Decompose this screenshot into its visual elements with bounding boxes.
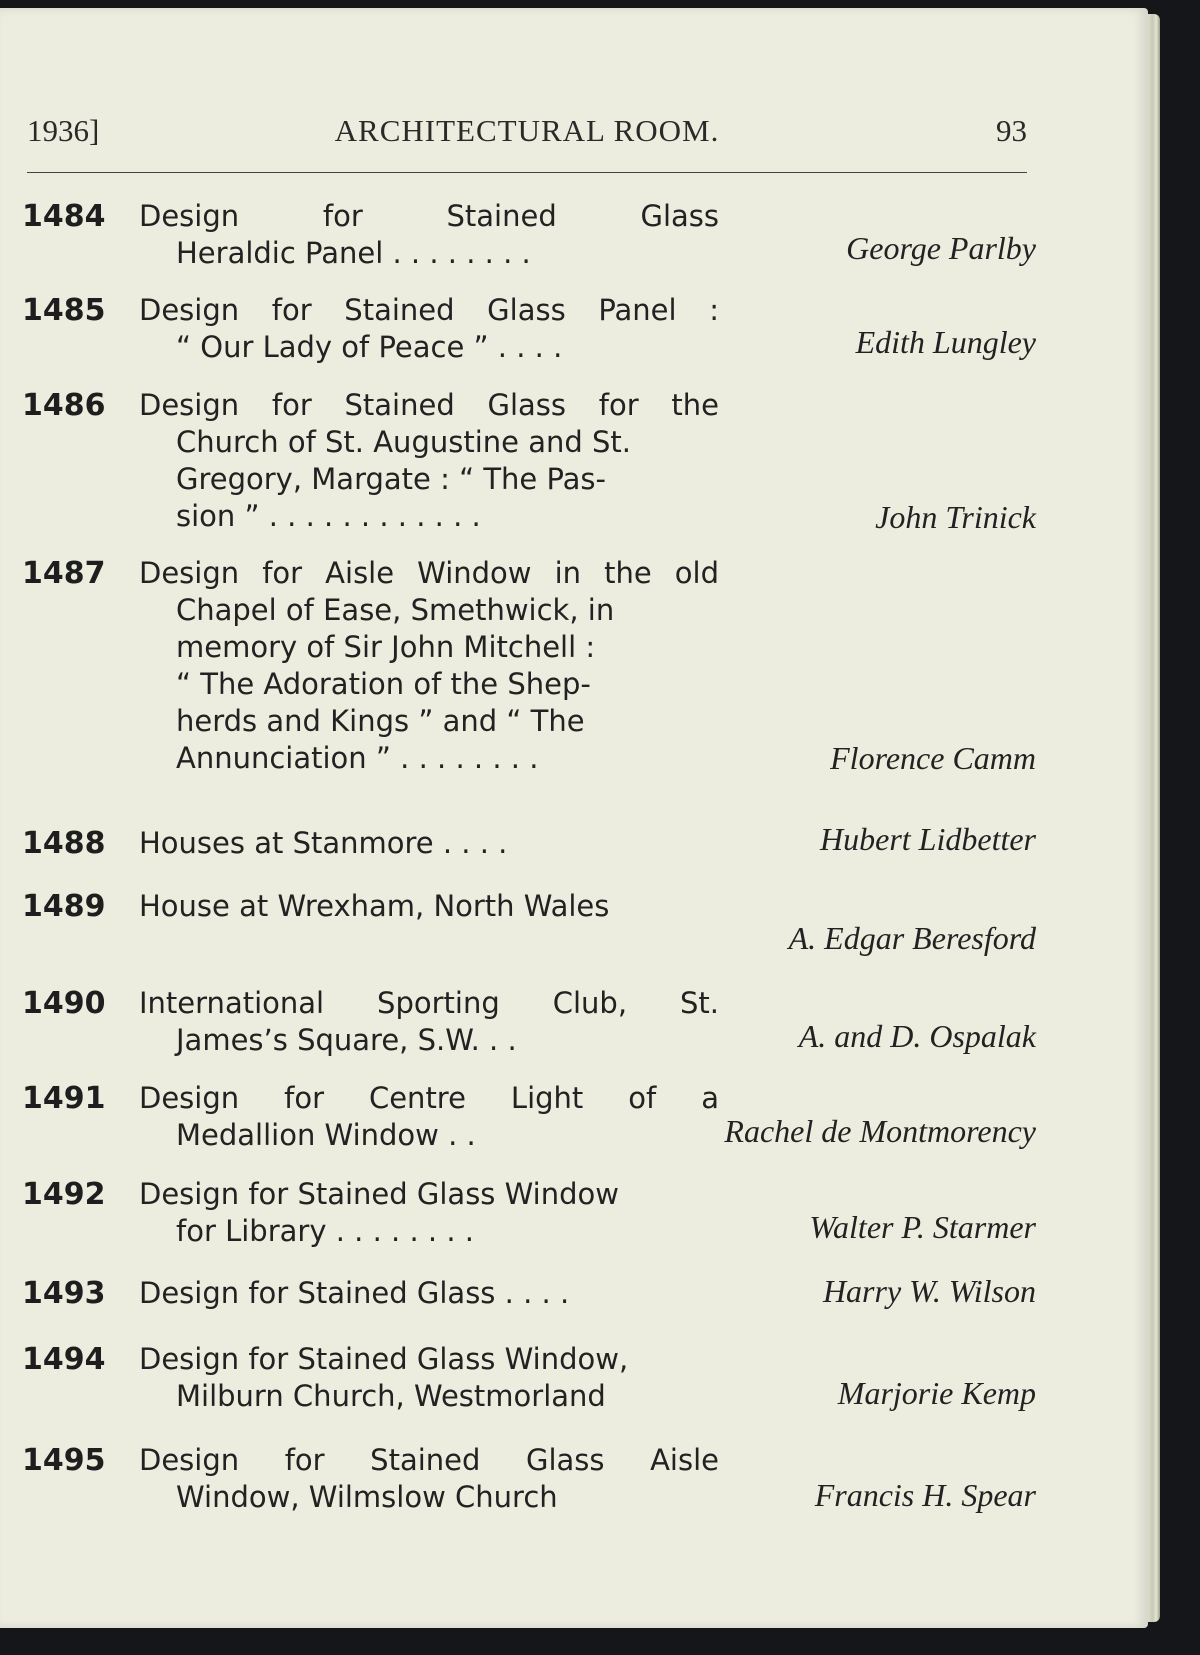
entry-number: 1484 bbox=[22, 199, 106, 234]
entry-title-line: International Sporting Club, St. bbox=[139, 986, 719, 1020]
entry-title bbox=[139, 1176, 719, 1250]
entry-artist: A. Edgar Beresford bbox=[788, 920, 1036, 956]
entry-title-line: Medallion Window . . bbox=[176, 1118, 476, 1152]
entry-title-line: Design for Aisle Window in the old bbox=[139, 556, 719, 590]
entry-title-line: Houses at Stanmore . . . . bbox=[139, 826, 508, 860]
entry-number: 1486 bbox=[22, 388, 106, 423]
entry-title bbox=[139, 387, 719, 535]
entry-number: 1488 bbox=[22, 826, 106, 861]
entry-title bbox=[139, 825, 719, 862]
entry-title-line: Milburn Church, Westmorland bbox=[176, 1379, 606, 1413]
entry-title-line: Design for Centre Light of a bbox=[139, 1081, 719, 1115]
entry-number: 1492 bbox=[22, 1177, 106, 1212]
entry-title bbox=[139, 1275, 719, 1312]
running-head bbox=[27, 113, 1027, 161]
entry-title-line: “ The Adoration of the Shep- bbox=[176, 667, 591, 701]
entry-title-line: “ Our Lady of Peace ” . . . . bbox=[176, 330, 563, 364]
entry-title-line: Window, Wilmslow Church bbox=[176, 1480, 558, 1514]
entry-artist: Marjorie Kemp bbox=[837, 1375, 1036, 1411]
page-number: 93 bbox=[996, 113, 1027, 148]
entry-title-line: Design for Stained Glass Aisle bbox=[139, 1443, 719, 1477]
entry-title-line: memory of Sir John Mitchell : bbox=[176, 630, 596, 664]
entry-artist: Walter P. Starmer bbox=[809, 1209, 1036, 1245]
entry-artist: Edith Lungley bbox=[855, 324, 1036, 360]
entry-title-line: House at Wrexham, North Wales bbox=[139, 889, 610, 923]
entry-number: 1493 bbox=[22, 1276, 106, 1311]
entry-title bbox=[139, 1080, 719, 1154]
entry-number: 1491 bbox=[22, 1081, 106, 1116]
entry-number: 1495 bbox=[22, 1443, 106, 1478]
entry-title-line: James’s Square, S.W. . . bbox=[176, 1023, 517, 1057]
entry-title-line: sion ” . . . . . . . . . . . . bbox=[176, 499, 481, 533]
entry-artist: Rachel de Montmorency bbox=[724, 1113, 1036, 1149]
entry-title-line: Chapel of Ease, Smethwick, in bbox=[176, 593, 615, 627]
entry-title-line: Design for Stained Glass . . . . bbox=[139, 1276, 570, 1310]
entry-title bbox=[139, 198, 719, 272]
entry-artist: John Trinick bbox=[875, 499, 1036, 535]
entry-title-line: Design for Stained Glass Panel : bbox=[139, 293, 719, 327]
entry-artist: A. and D. Ospalak bbox=[798, 1018, 1036, 1054]
entry-title-line: Design for Stained Glass Window, bbox=[139, 1342, 629, 1376]
entry-artist: Hubert Lidbetter bbox=[820, 821, 1036, 857]
entry-title bbox=[139, 888, 719, 925]
entry-number: 1490 bbox=[22, 986, 106, 1021]
page-edge bbox=[1148, 14, 1160, 1622]
entry-artist: Francis H. Spear bbox=[814, 1477, 1036, 1513]
entry-number: 1494 bbox=[22, 1342, 106, 1377]
entry-number: 1487 bbox=[22, 556, 106, 591]
header-year: 1936] bbox=[27, 113, 100, 148]
entry-artist: Florence Camm bbox=[830, 740, 1036, 776]
entry-number: 1485 bbox=[22, 293, 106, 328]
entry-title-line: Heraldic Panel . . . . . . . . bbox=[176, 236, 531, 270]
entry-title-line: herds and Kings ” and “ The bbox=[176, 704, 585, 738]
entry-title-line: Gregory, Margate : “ The Pas- bbox=[176, 462, 607, 496]
entry-title bbox=[139, 292, 719, 366]
entry-title bbox=[139, 985, 719, 1059]
entry-number: 1489 bbox=[22, 889, 106, 924]
entry-title-line: Design for Stained Glass Window bbox=[139, 1177, 619, 1211]
entry-title-line: Church of St. Augustine and St. bbox=[176, 425, 631, 459]
entry-artist: Harry W. Wilson bbox=[822, 1273, 1036, 1309]
entry-title bbox=[139, 1341, 719, 1415]
entry-title bbox=[139, 555, 719, 777]
entry-title-line: for Library . . . . . . . . bbox=[176, 1214, 474, 1248]
entry-artist: George Parlby bbox=[846, 230, 1036, 266]
entry-title-line: Annunciation ” . . . . . . . . bbox=[176, 741, 539, 775]
header-rule bbox=[27, 172, 1027, 173]
entry-title bbox=[139, 1442, 719, 1516]
entry-title-line: Design for Stained Glass for the bbox=[139, 388, 719, 422]
page-title: ARCHITECTURAL ROOM. bbox=[334, 113, 720, 148]
entry-title-line: Design for Stained Glass bbox=[139, 199, 719, 233]
